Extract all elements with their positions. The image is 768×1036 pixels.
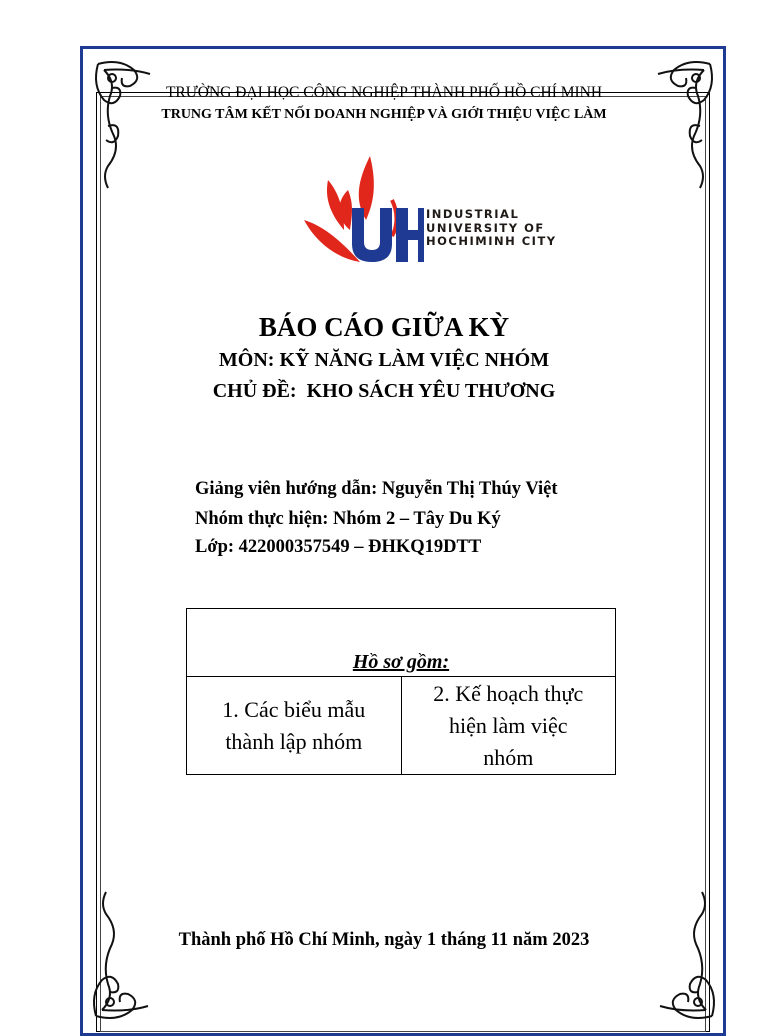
university-name: TRƯỜNG ĐẠI HỌC CÔNG NGHIỆP THÀNH PHỐ HỒ CHÍ MINH — [165, 84, 603, 101]
dossier-item-1 — [187, 677, 402, 775]
dossier-item-2-line-1: 2. Kế hoạch thực — [433, 680, 584, 706]
dossier-heading-text: Hồ sơ gồm: — [352, 651, 450, 673]
logo-line-1: INDUSTRIAL — [426, 207, 520, 221]
ornament-bottom-left-icon — [88, 884, 158, 1024]
dossier-item-2-line-2: hiện làm việc — [448, 712, 568, 738]
dossier-item-2 — [401, 677, 616, 775]
report-title: BÁO CÁO GIỮA KỲ — [258, 312, 510, 342]
ornament-bottom-right-icon — [650, 884, 720, 1024]
report-subject: MÔN: KỸ NĂNG LÀM VIỆC NHÓM — [218, 349, 550, 371]
ornament-top-left-icon — [90, 56, 160, 196]
center-name: TRUNG TÂM KẾT NỐI DOANH NGHIỆP VÀ GIỚI THIỆU VIỆC LÀM — [161, 107, 607, 122]
logo-line-2: UNIVERSITY OF — [426, 220, 545, 235]
report-topic: CHỦ ĐỀ: KHO SÁCH YÊU THƯƠNG — [212, 380, 556, 402]
dossier-table — [186, 608, 616, 775]
class-line: Lớp: 422000357549 – ĐHKQ19DTT — [195, 537, 482, 557]
place-date: Thành phố Hồ Chí Minh, ngày 1 tháng 11 năm 2023 — [178, 930, 590, 950]
logo-wordmark — [426, 208, 557, 249]
logo-line-3: HOCHIMINH CITY — [426, 234, 557, 248]
dossier-item-1-line-2: thành lập nhóm — [225, 728, 363, 754]
group-line: Nhóm thực hiện: Nhóm 2 – Tây Du Ký — [195, 509, 501, 529]
dossier-item-2-line-3: nhóm — [483, 744, 534, 770]
lecturer-line: Giảng viên hướng dẫn: Nguyễn Thị Thúy Việt — [195, 479, 558, 499]
dossier-heading — [187, 609, 616, 677]
ornament-top-right-icon — [648, 56, 718, 196]
dossier-item-1-line-1: 1. Các biểu mẫu — [222, 696, 366, 722]
